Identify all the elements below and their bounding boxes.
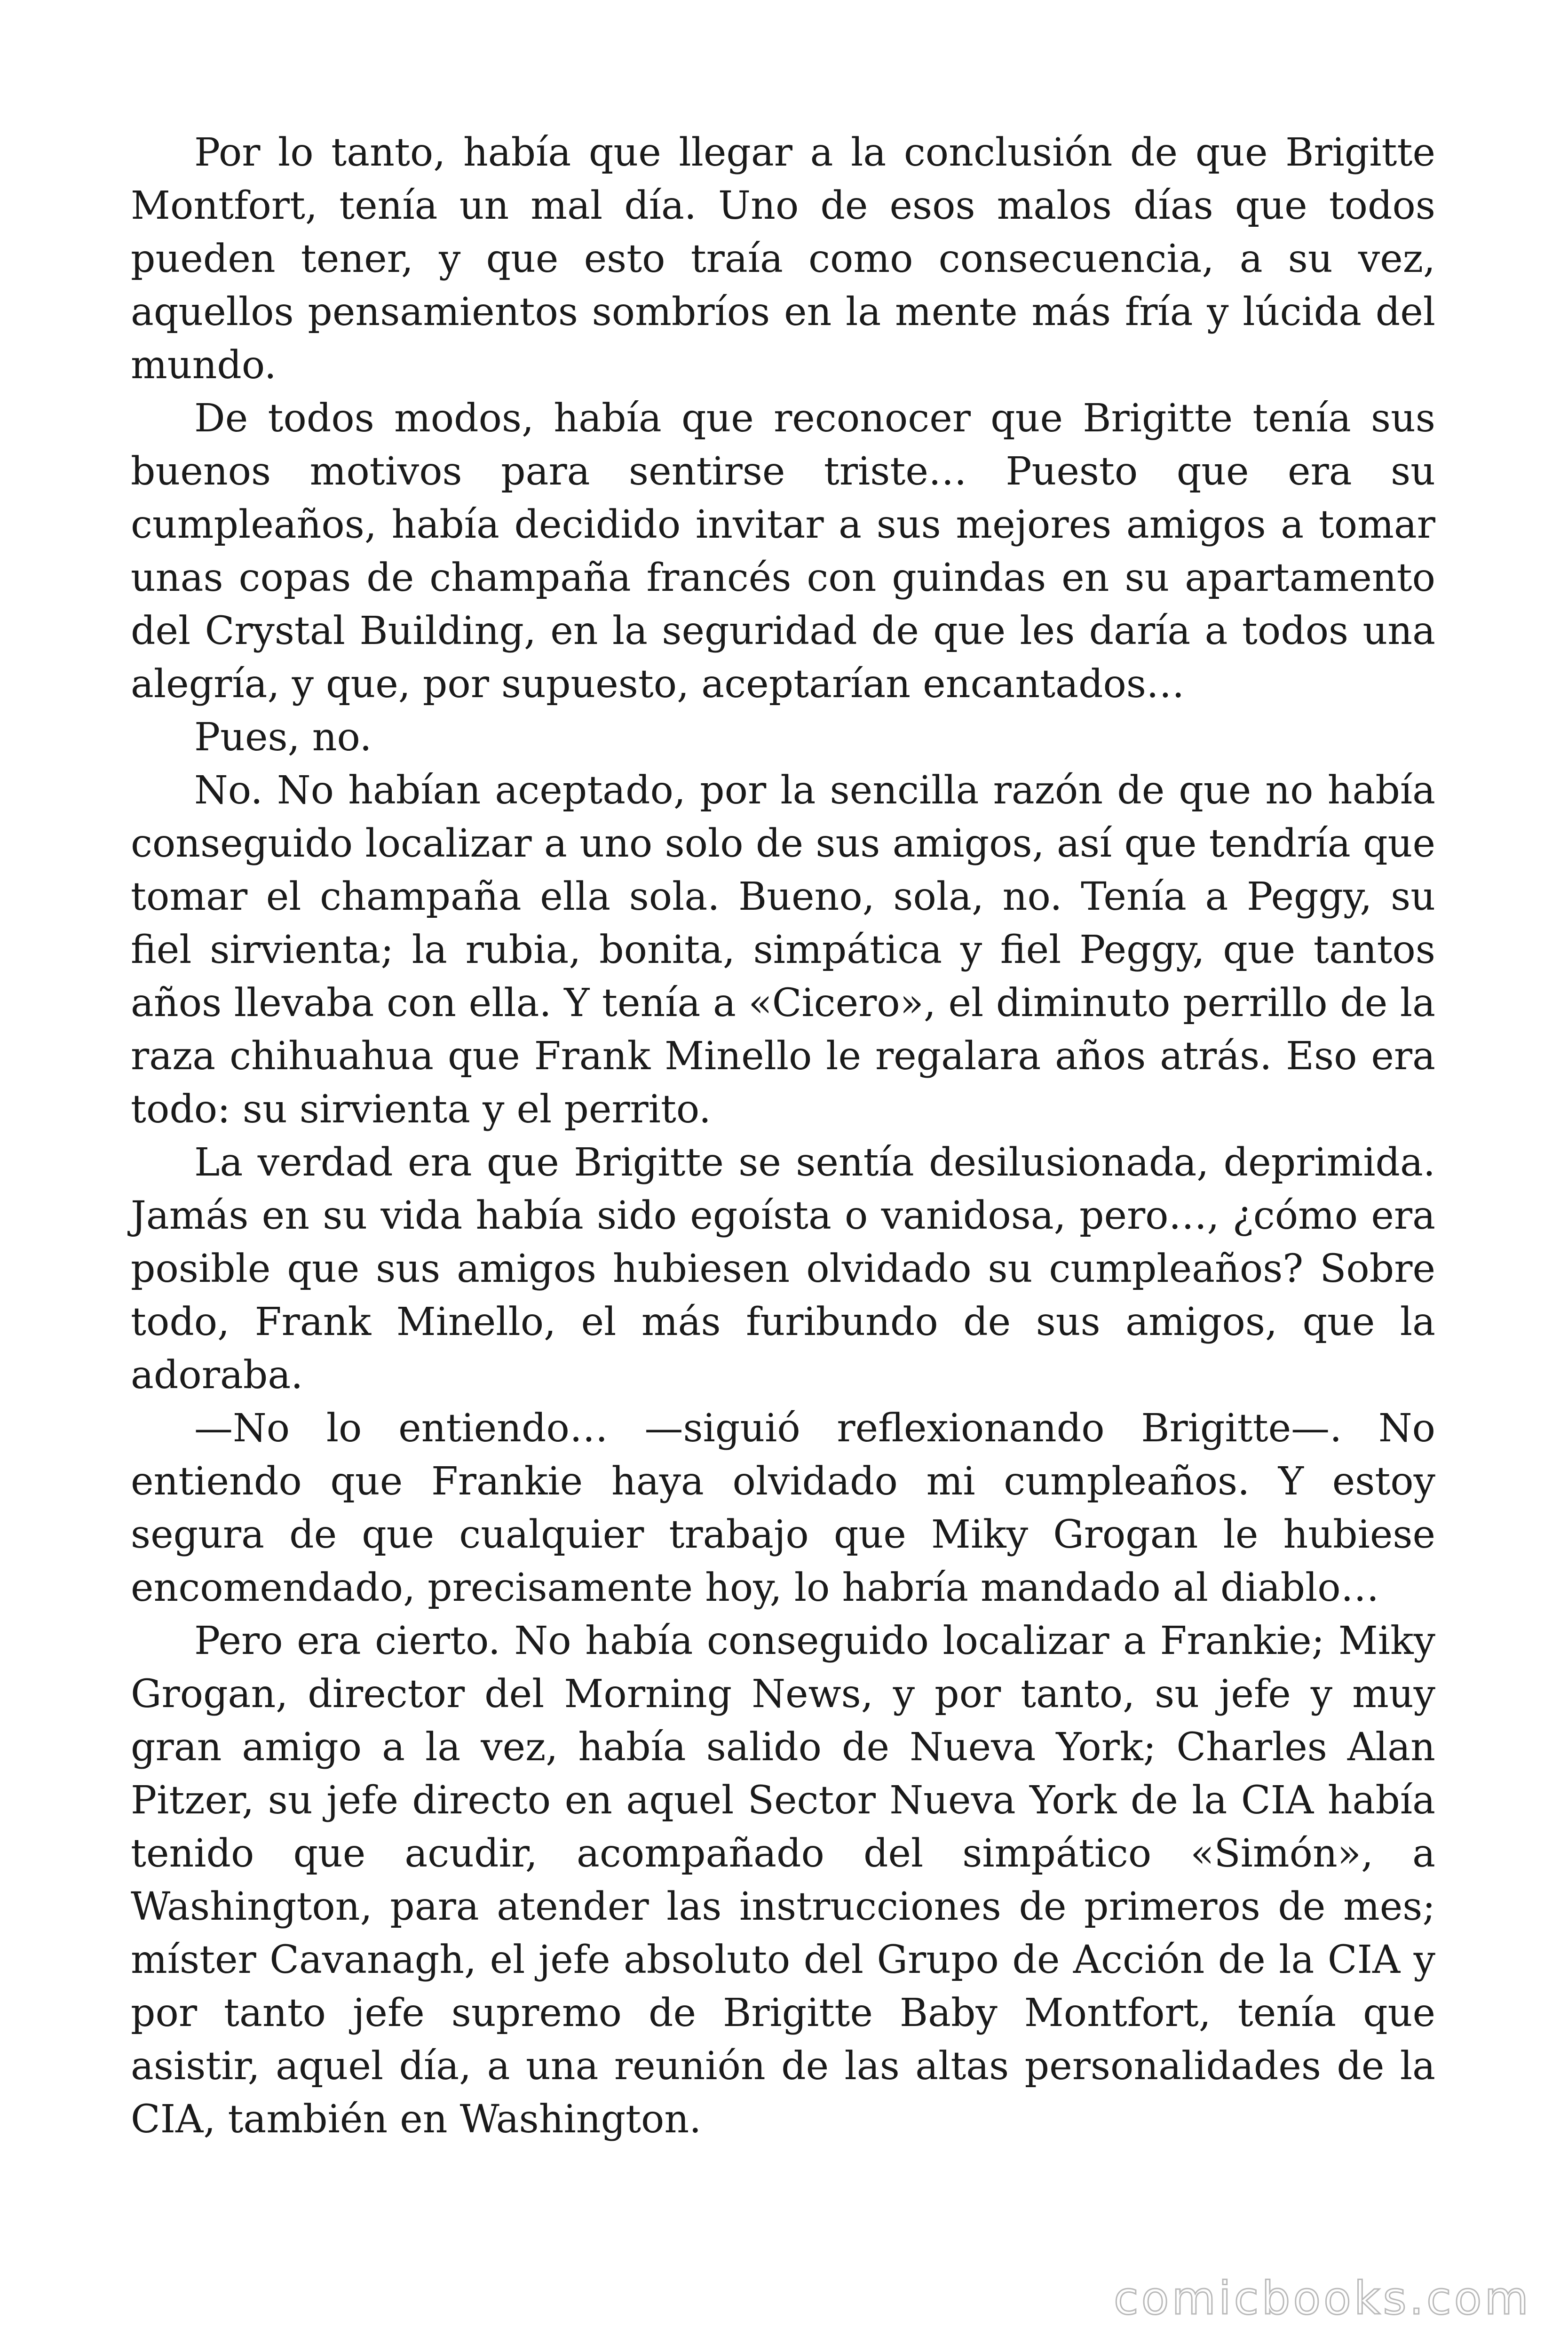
- body-text: [131, 126, 1435, 2146]
- watermark: comicbooks.com: [1113, 2272, 1531, 2325]
- paragraph-3: Pues, no.: [194, 715, 372, 760]
- paragraph-7: Pero era cierto. No había conseguido localizar a Frankie; Miky Grogan, director del Morning News, y por tanto, su jefe y muy gran amigo a la vez, había salido de Nueva York; Charles Alan Pitzer, su jefe directo en aquel Sector Nueva York de la CIA había tenido que acudir, acompañado del simpático «Simón», a Washington, para atender las instrucciones de primeros de mes; míster Cavanagh, el jefe absoluto del Grupo de Acción de la CIA y por tanto jefe supremo de Brigitte Baby Montfort, tenía que asistir, aquel día, a una reunión de las altas personalidades de la CIA, también en Washington.: [131, 1619, 1435, 2142]
- paragraph-5: La verdad era que Brigitte se sentía desilusionada, deprimida. Jamás en su vida había sido egoísta o vanidosa, pero…, ¿cómo era posible que sus amigos hubiesen olvidado su cumpleaños? Sobre todo, Frank Minello, el más furibundo de sus amigos, que la adoraba.: [131, 1140, 1435, 1398]
- paragraph-4: No. No habían aceptado, por la sencilla razón de que no había conseguido localizar a uno solo de sus amigos, así que tendría que tomar el champaña ella sola. Bueno, sola, no. Tenía a Peggy, su fiel sirvienta; la rubia, bonita, simpática y fiel Peggy, que tantos años llevaba con ella. Y tenía a «Cicero», el diminuto perrillo de la raza chihuahua que Frank Minello le regalara años atrás. Eso era todo: su sirvienta y el perrito.: [131, 768, 1435, 1132]
- paragraph-6: —No lo entiendo… —siguió reflexionando Brigitte—. No entiendo que Frankie haya olvidado mi cumpleaños. Y estoy segura de que cualquier trabajo que Miky Grogan le hubiese encomendado, precisamente hoy, lo habría mandado al diablo…: [131, 1406, 1435, 1610]
- paragraph-2: De todos modos, había que reconocer que Brigitte tenía sus buenos motivos para sentirse triste… Puesto que era su cumpleaños, había decidido invitar a sus mejores amigos a tomar unas copas de champaña francés con guindas en su apartamento del Crystal Building, en la seguridad de que les daría a todos una alegría, y que, por supuesto, aceptarían encantados…: [131, 396, 1435, 707]
- paragraph-1: Por lo tanto, había que llegar a la conclusión de que Brigitte Montfort, tenía un mal día. Uno de esos malos días que todos pueden tener, y que esto traía como consecuencia, a su vez, aquellos pensamientos sombríos en la mente más fría y lúcida del mundo.: [131, 130, 1435, 388]
